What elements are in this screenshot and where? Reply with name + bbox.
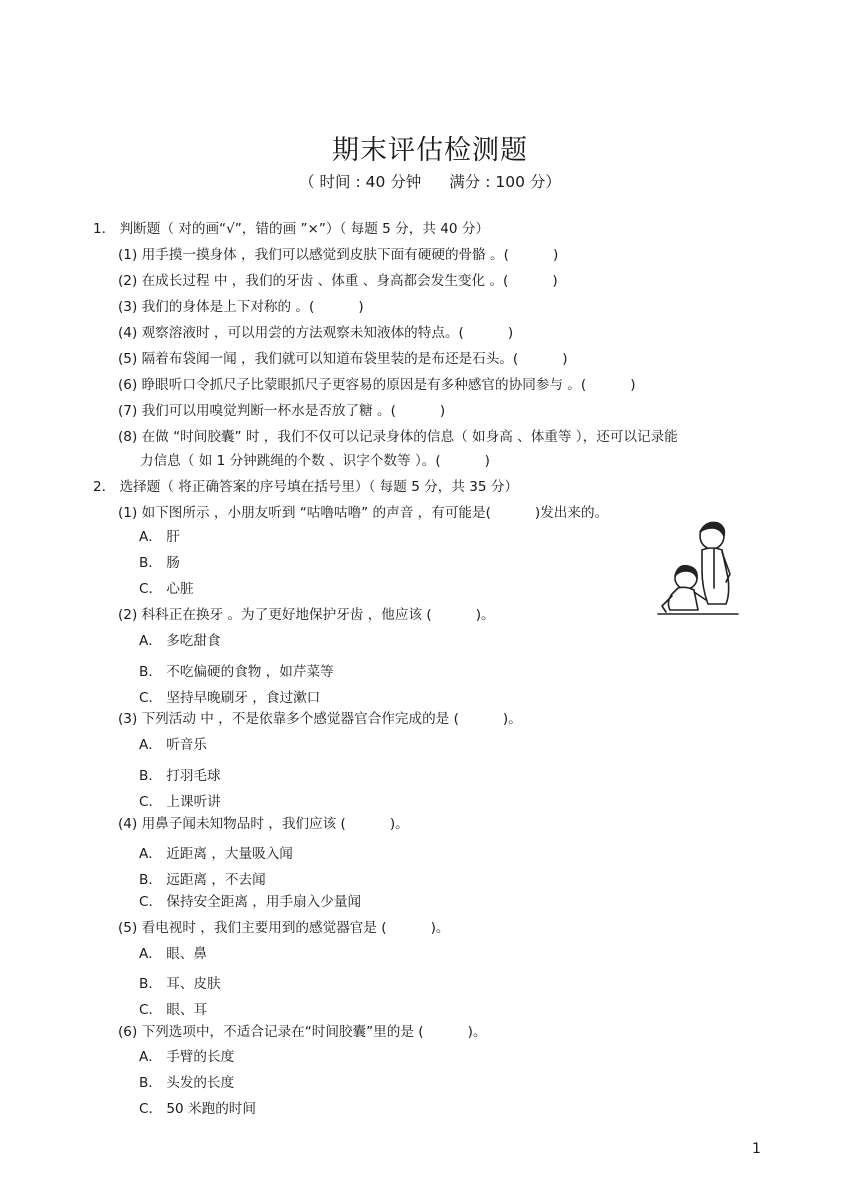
choice-option: B． 打羽毛球 (139, 768, 221, 784)
time-limit: （ 时间 : 40 分钟 (299, 173, 422, 191)
choice-option: C． 眼、耳 (139, 1002, 208, 1018)
choice-option: B． 远距离 ，不去闻 (139, 872, 266, 888)
judgement-item-8-line1: (8) 在做 “时间胶囊” 时 ，我们不仅可以记录身体的信息（ 如身高 、体重等 ），还可以记录能 (118, 429, 678, 445)
judgement-item-1: (1) 用手摸一摸身体 ，我们可以感觉到皮肤下面有硬硬的骨骼 。( ) (118, 247, 559, 263)
choice-option: A． 肝 (139, 529, 180, 545)
judgement-item-5: (5) 隔着布袋闻一闻 ，我们就可以知道布袋里装的是布还是石头。( ) (118, 351, 568, 367)
choice-option: C． 保持安全距离 ，用手扇入少量闻 (139, 894, 362, 910)
choice-option: A． 听音乐 (139, 737, 207, 753)
judgement-item-6: (6) 睁眼听口令抓尺子比蒙眼抓尺子更容易的原因是有多种感官的协同参与 。( ) (118, 377, 636, 393)
judgement-item-4: (4) 观察溶液时 ，可以用尝的方法观察未知液体的特点。( ) (118, 325, 514, 341)
choice-option: A． 多吃甜食 (139, 633, 221, 649)
choice-option: C． 50 米跑的时间 (139, 1101, 256, 1117)
section-heading-judgement: 1． 判断题（ 对的画“√”，错的画 ”×”）（ 每题 5 分，共 40 分） (93, 221, 490, 237)
choice-option: C． 坚持早晚刷牙 ，食过漱口 (139, 690, 321, 706)
choice-option: C． 上课听讲 (139, 794, 221, 810)
judgement-item-8-line2: 力信息（ 如 1 分钟跳绳的个数 、识字个数等 ）。( ) (140, 453, 490, 469)
choice-option: B． 耳、皮肤 (139, 976, 221, 992)
choice-option: A． 眼、鼻 (139, 946, 207, 962)
page-number: 1 (752, 1141, 761, 1157)
choice-option: C． 心脏 (139, 581, 194, 597)
choice-option: B． 头发的长度 (139, 1075, 235, 1091)
section-heading-choice: 2． 选择题（ 将正确答案的序号填在括号里）（ 每题 5 分，共 35 分） (93, 479, 519, 495)
children-listening-illustration (656, 518, 740, 618)
judgement-item-2: (2) 在成长过程 中 ，我们的牙齿 、体重 、身高都会发生变化 。( ) (118, 273, 558, 289)
page-title: 期末评估检测题 (332, 135, 528, 166)
judgement-item-3: (3) 我们的身体是上下对称的 。( ) (118, 299, 364, 315)
choice-question-3: (3) 下列活动 中 ，不是依靠多个感觉器官合作完成的是 ( )。 (118, 711, 522, 727)
choice-question-4: (4) 用鼻子闻未知物品时 ，我们应该 ( )。 (118, 816, 409, 832)
judgement-item-7: (7) 我们可以用嗅觉判断一杯水是否放了糖 。( ) (118, 403, 446, 419)
choice-option: A． 手臂的长度 (139, 1049, 235, 1065)
exam-info (0, 170, 860, 192)
full-score: 满分 : 100 分） (449, 173, 561, 191)
choice-question-5: (5) 看电视时 ，我们主要用到的感觉器官是 ( )。 (118, 920, 450, 936)
choice-option: A． 近距离 ，大量吸入闻 (139, 846, 293, 862)
choice-option: B． 不吃偏硬的食物 ，如芹菜等 (139, 664, 334, 680)
choice-question-2: (2) 科科正在换牙 。为了更好地保护牙齿 ，他应该 ( )。 (118, 607, 495, 623)
choice-option: B． 肠 (139, 555, 180, 571)
choice-question-1: (1) 如下图所示 ，小朋友听到 “咕噜咕噜” 的声音 ，有可能是( )发出来的。 (118, 505, 609, 521)
choice-question-6: (6) 下列选项中，不适合记录在“时间胶囊”里的是 ( )。 (118, 1024, 487, 1040)
